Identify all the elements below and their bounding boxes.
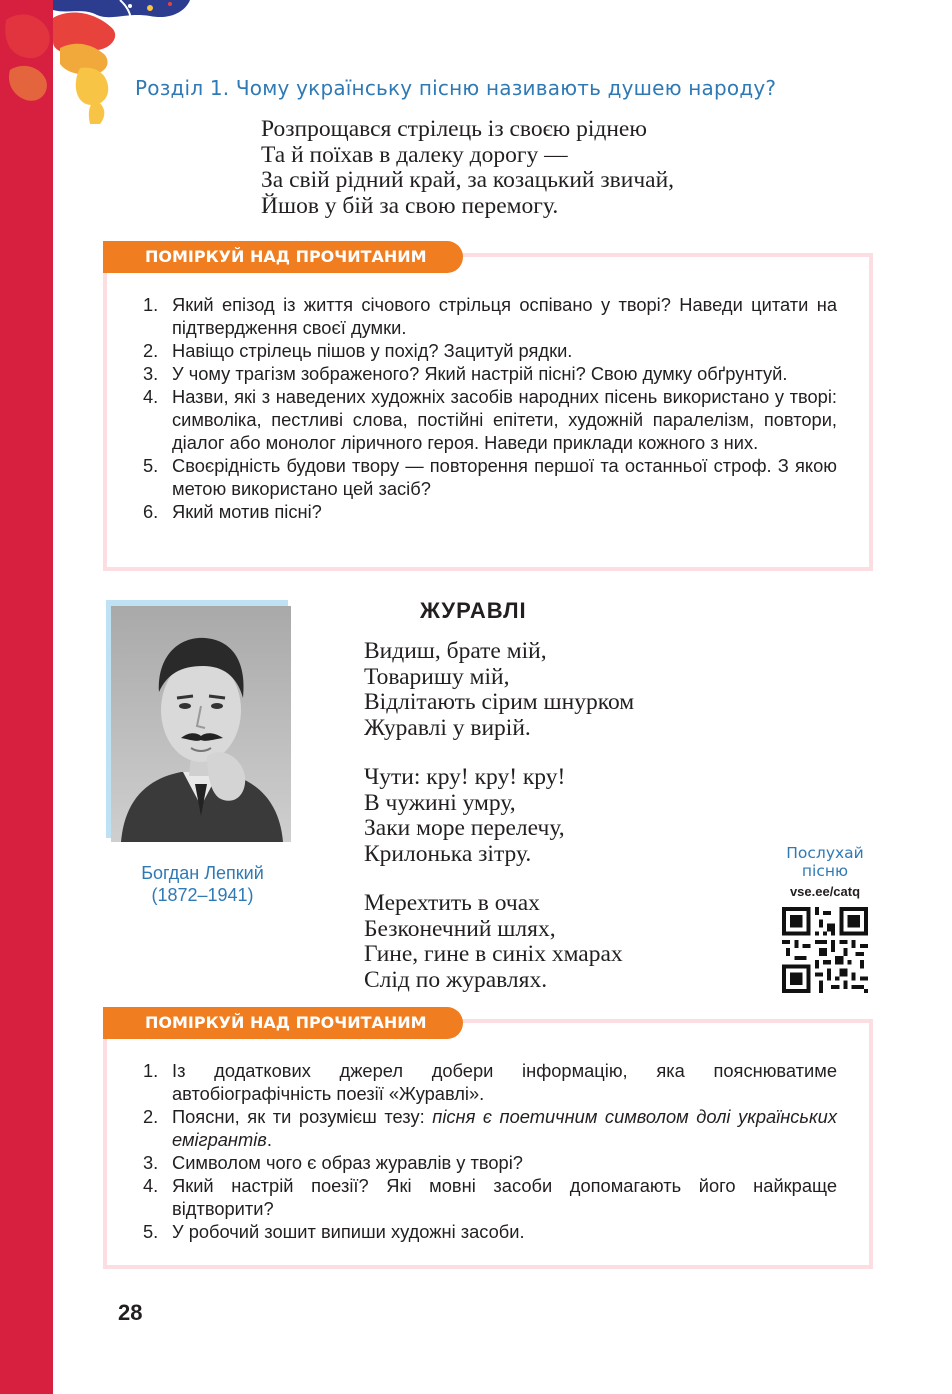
poem-stanza xyxy=(364,891,634,993)
question-item: 5. У робочий зошит випиши художні засоби. xyxy=(143,1221,525,1242)
verse-line: В чужині умру, xyxy=(364,789,516,816)
poem-stanza xyxy=(364,639,634,741)
box-title: ПОМІРКУЙ НАД ПРОЧИТАНИМ xyxy=(103,1007,463,1039)
verse-line: Безконечний шлях, xyxy=(364,915,556,942)
question-item: 2. Навіщо стрілець пішов у похід? Зацитуй рядки. xyxy=(143,340,573,361)
question-item: 1. Який епізод із життя січового стрільця оспівано у творі? Наведи цитати на підтвердження своєї думки. xyxy=(143,294,837,338)
verse-line: Крилонька зітру. xyxy=(364,840,532,867)
reflection-box-1 xyxy=(103,241,873,571)
verse-line: Журавлі у вирій. xyxy=(364,714,531,741)
verse-line: Слід по журавлях. xyxy=(364,966,548,993)
question-item: 1. Із додаткових джерел добери інформацію, яка пояснюватиме автобіографічність поезії «Журавлі». xyxy=(143,1060,837,1104)
author-name: Богдан Лепкий xyxy=(141,863,264,883)
question-list xyxy=(143,293,837,523)
question-item: 4. Який настрій поезії? Які мовні засоби допомагають його найкраще відтворити? xyxy=(143,1175,837,1219)
portrait-caption xyxy=(110,862,295,906)
section-title: Розділ 1. Чому українську пісню називають душею народу? xyxy=(135,76,777,100)
verse-line: Розпрощався стрілець із своєю ріднею xyxy=(261,116,647,142)
box-title: ПОМІРКУЙ НАД ПРОЧИТАНИМ xyxy=(103,241,463,273)
intro-verse xyxy=(261,117,674,219)
left-color-bar xyxy=(0,0,53,1394)
verse-line: Гине, гине в синіх хмарах xyxy=(364,941,623,967)
verse-line: Відлітають сірим шнурком xyxy=(364,689,635,715)
question-item: 2. Поясни, як ти розумієш тезу: пісня є поетичним символом долі українських емігрантів. xyxy=(143,1106,837,1150)
question-item: 5. Своєрідність будови твору — повторення першої та останньої строф. З якою метою використано цей засіб? xyxy=(143,455,837,499)
quoted-thesis: пісня є поетичним символом долі українських емігрантів xyxy=(172,1106,837,1150)
verse-line: Мерехтить в очах xyxy=(364,890,540,916)
author-years: (1872–1941) xyxy=(151,885,254,905)
verse-line: Видиш, брате мій, xyxy=(364,638,547,664)
verse-line: Та й поїхав в далеку дорогу — xyxy=(261,141,568,168)
verse-line: Чути: кру! кру! кру! xyxy=(364,764,566,790)
listen-song-link[interactable]: vse.ee/catq xyxy=(789,884,861,899)
verse-line: Заки море перелечу, xyxy=(364,815,565,841)
page-number: 28 xyxy=(118,1300,143,1325)
qr-code-icon[interactable] xyxy=(782,907,868,993)
verse-line: За свій рідний край, за козацький звичай, xyxy=(261,167,675,193)
question-item: 4. Назви, які з наведених художніх засобів народних пісень використано у творі: символіка, пестливі слова, постійні епітети, художній паралелізм, повтори, діалог або монолог ліричного героя. Наведи приклади кожного з них. xyxy=(143,386,837,453)
reflection-box-2 xyxy=(103,1007,873,1269)
question-item: 3. Символом чого є образ журавлів у творі? xyxy=(143,1152,523,1173)
poem-body xyxy=(364,639,634,1017)
question-item: 6. Який мотив пісні? xyxy=(143,501,322,522)
portrait-photo xyxy=(111,606,291,842)
poem-stanza xyxy=(364,765,634,867)
question-list xyxy=(143,1059,837,1243)
decorative-corner-illustration xyxy=(0,0,200,125)
question-item: 3. У чому трагізм зображеного? Який настрій пісні? Свою думку обґрунтуй. xyxy=(143,363,788,384)
listen-song-label: Послухай пісню xyxy=(786,844,864,880)
verse-line: Товаришу мій, xyxy=(364,663,510,690)
author-portrait xyxy=(106,600,296,846)
poem-title: ЖУРАВЛІ xyxy=(420,598,527,623)
verse-line: Йшов у бій за свою перемогу. xyxy=(261,192,559,219)
